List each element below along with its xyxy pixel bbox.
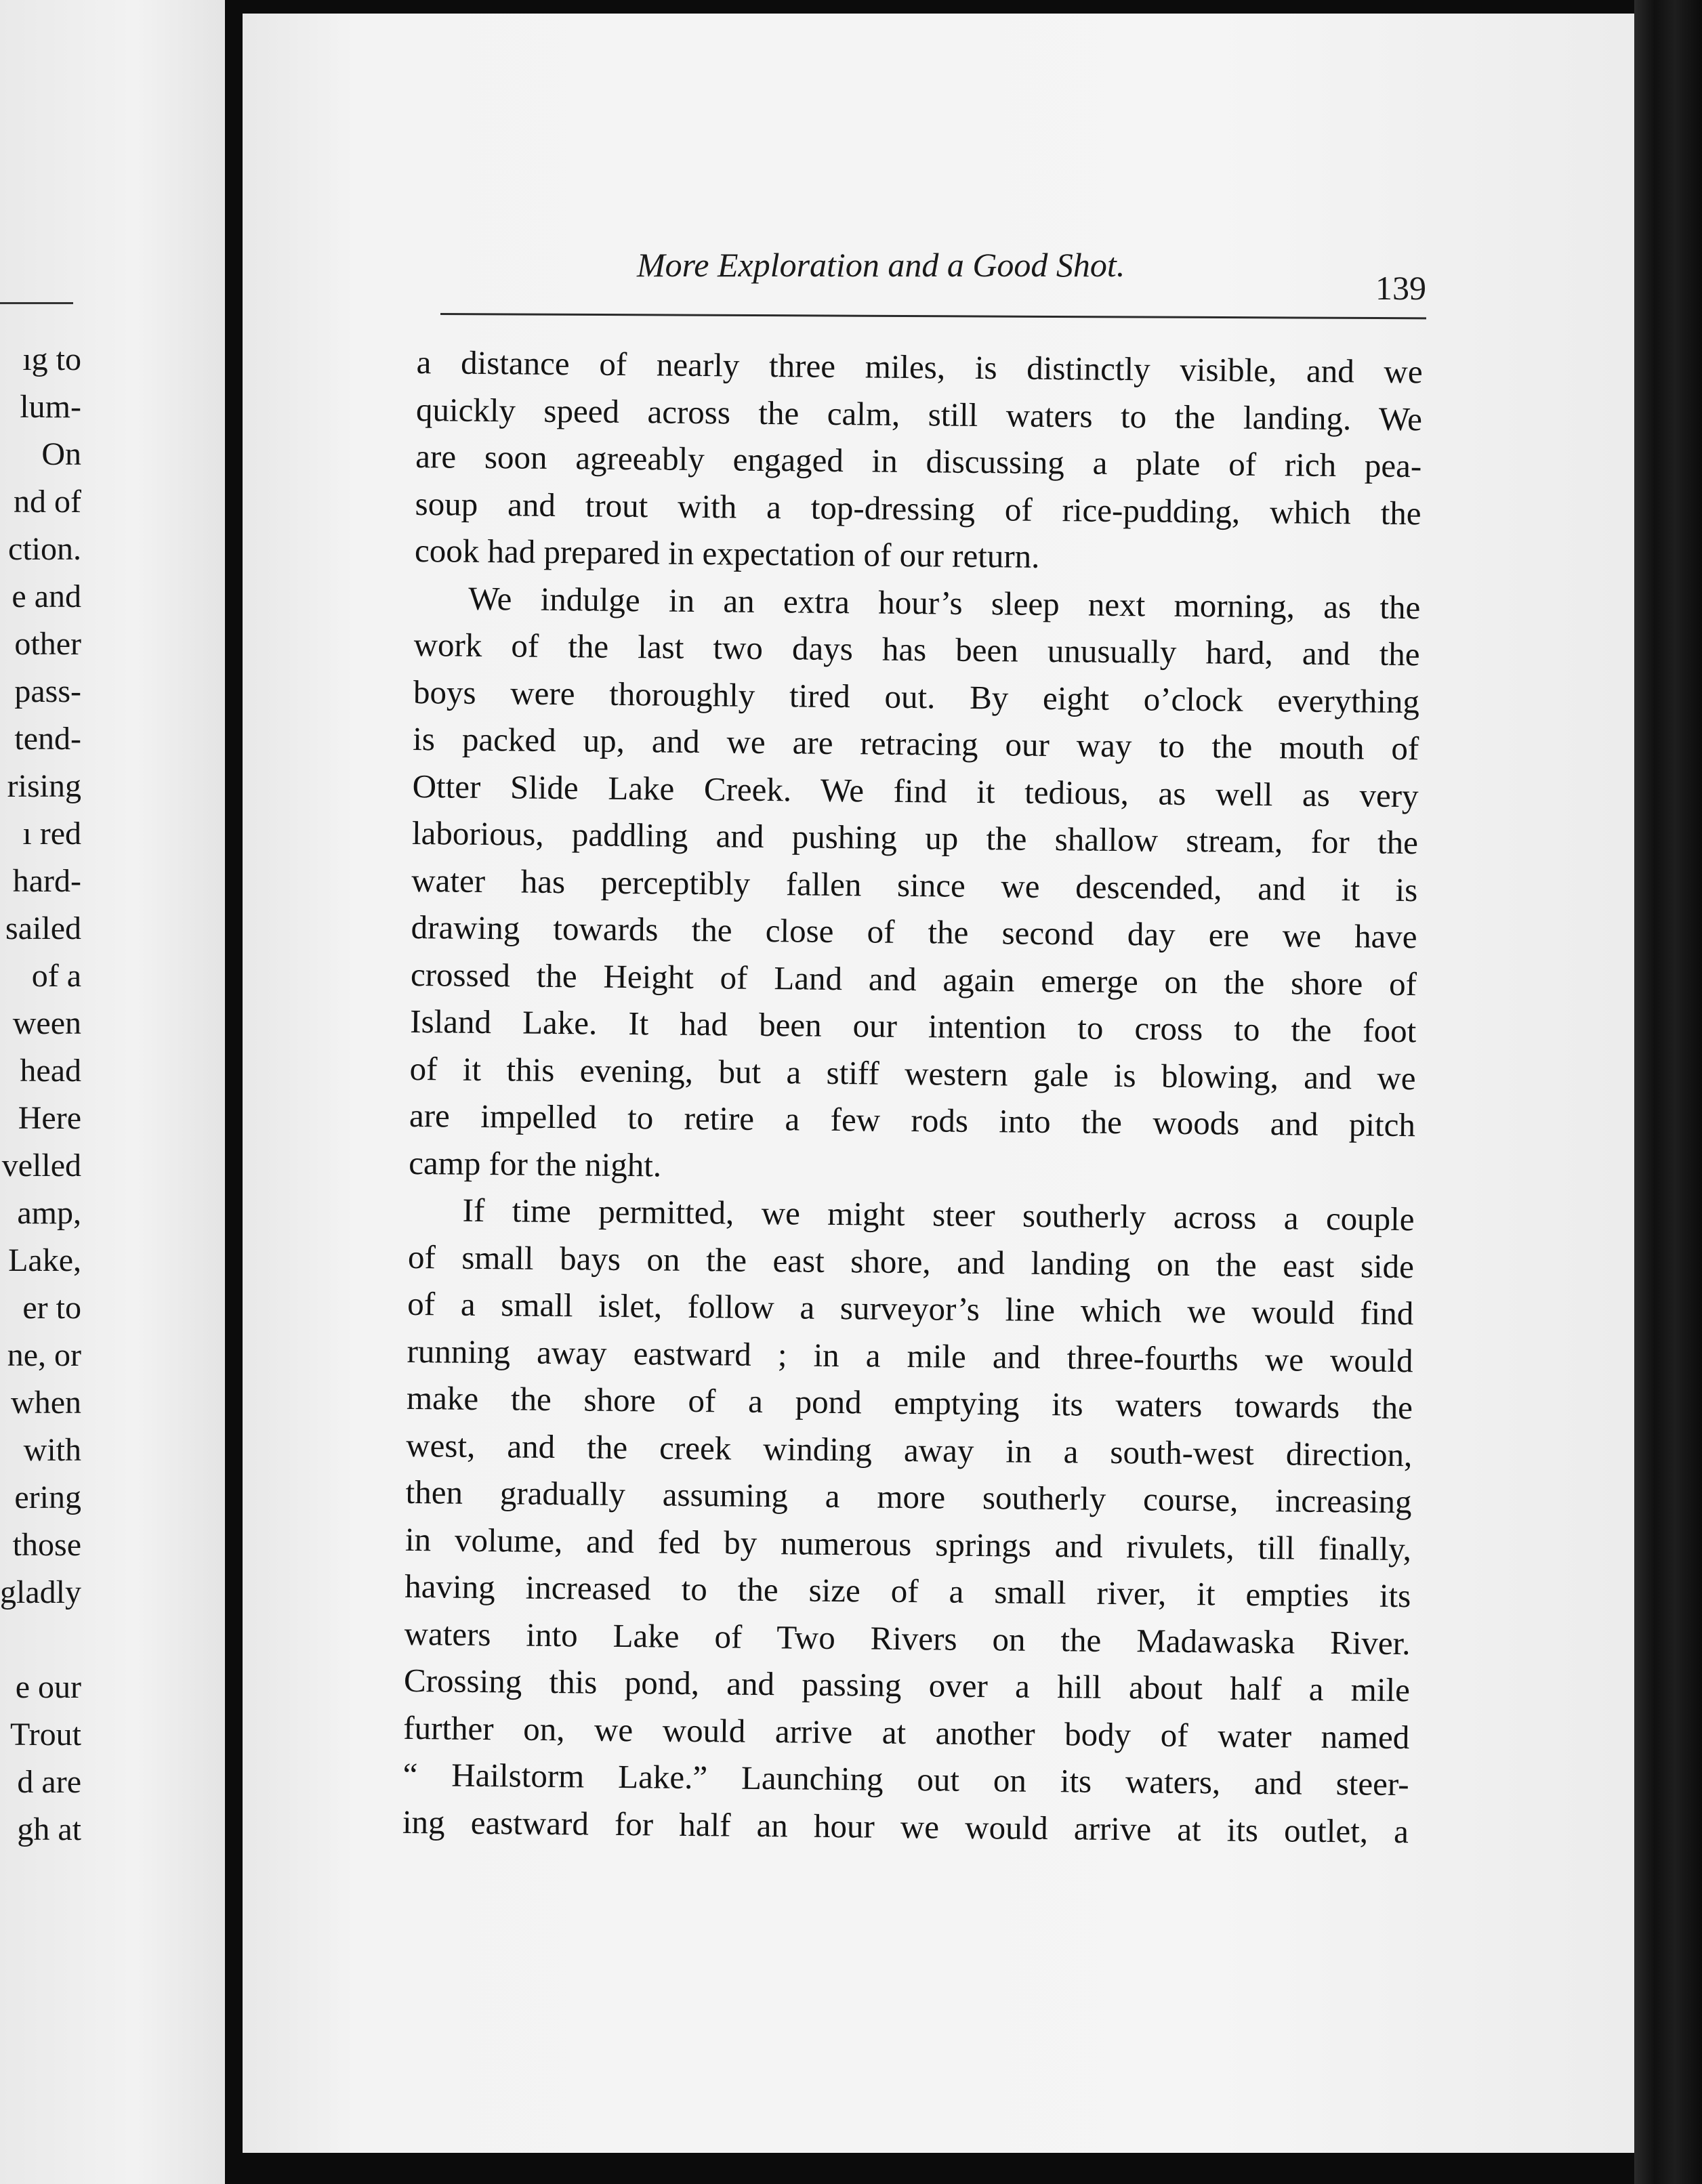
left-page-line xyxy=(0,1616,81,1664)
left-page-line: ween xyxy=(12,1005,81,1041)
left-page-line: other xyxy=(14,626,81,662)
paragraph-3 xyxy=(402,1186,1415,1855)
text-line: running away eastward ; in a mile and three-fourths we would xyxy=(407,1332,1413,1379)
left-page-line: sailed xyxy=(5,910,81,946)
text-line: We indulge in an extra hour’s sleep next morning, as the xyxy=(468,579,1421,626)
text-line: drawing towards the close of the second day ere we have xyxy=(411,908,1417,956)
left-page-line: ne, or xyxy=(7,1337,81,1373)
text-line: is packed up, and we are retracing our way to the mouth of xyxy=(413,719,1419,768)
text-line: quickly speed across the calm, still waters to the landing. We xyxy=(415,390,1423,438)
text-line: camp for the night. xyxy=(409,1143,662,1184)
left-page-line: ering xyxy=(14,1479,81,1515)
text-line: of it this evening, but a stiff western gale is blowing, and we xyxy=(409,1049,1416,1097)
text-line: If time permitted, we might steer southerly across a couple xyxy=(462,1191,1415,1238)
book-gutter xyxy=(225,0,243,2184)
left-page-line: those xyxy=(12,1527,81,1563)
text-line: are impelled to retire a few rods into the woods and pitch xyxy=(409,1096,1416,1144)
text-line: of a small islet, follow a surveyor’s line which we would find xyxy=(407,1284,1414,1332)
text-line: crossed the Height of Land and again emerge on the shore of xyxy=(410,955,1417,1003)
left-page-line: with xyxy=(23,1432,81,1468)
page-number: 139 xyxy=(1375,269,1426,307)
left-page-line: when xyxy=(11,1385,81,1421)
left-page-line: Lake, xyxy=(8,1242,81,1278)
text-line: a distance of nearly three miles, is distinctly visible, and we xyxy=(416,343,1423,391)
text-line: Island Lake. It had been our intention to cross to the foot xyxy=(410,1002,1417,1050)
text-line: Otter Slide Lake Creek. We find it tedious, as well as very xyxy=(412,767,1419,814)
text-line: cook had prepared in expectation of our return. xyxy=(414,531,1040,575)
text-line: “ Hailstorm Lake.” Launching out on its waters, and steer- xyxy=(402,1755,1409,1803)
left-page-line: pass- xyxy=(14,673,81,709)
running-head: More Exploration and a Good Shot. xyxy=(637,246,1125,284)
text-line: work of the last two days has been unusually hard, and the xyxy=(413,625,1420,673)
left-page-header-rule xyxy=(0,302,73,304)
text-line: of small bays on the east shore, and landing on the east side xyxy=(407,1238,1415,1285)
left-page-line: hard- xyxy=(12,863,81,899)
paragraph-2 xyxy=(409,574,1421,1196)
left-page-line: lum- xyxy=(20,389,81,425)
left-page-line: amp, xyxy=(17,1195,81,1231)
left-page-text-fragments xyxy=(0,336,81,1853)
text-line: west, and the creek winding away in a south-west direction, xyxy=(406,1426,1413,1473)
paragraph-1 xyxy=(415,339,1423,584)
left-page-line: nd of xyxy=(14,484,81,520)
left-page-line: On xyxy=(41,436,81,472)
left-page-line: head xyxy=(20,1053,81,1089)
left-page-line: Here xyxy=(18,1100,81,1136)
text-line: waters into Lake of Two Rivers on the Madawaska River. xyxy=(404,1614,1411,1662)
text-line: ing eastward for half an hour we would arrive at its outlet, a xyxy=(402,1803,1409,1850)
left-page-line: e and xyxy=(12,579,81,614)
text-line: water has perceptibly fallen since we descended, and it is xyxy=(411,861,1418,908)
left-page-line: velled xyxy=(1,1148,81,1183)
top-edge-shadow xyxy=(243,0,1702,14)
text-line: boys were thoroughly tired out. By eight o’clock everything xyxy=(413,673,1420,720)
body-text xyxy=(402,339,1423,1855)
left-page-line: e our xyxy=(15,1669,81,1705)
text-line: soup and trout with a top-dressing of rice-pudding, which the xyxy=(415,484,1421,532)
left-page-line: tend- xyxy=(14,721,81,757)
left-page-line: er to xyxy=(22,1290,81,1326)
left-page xyxy=(0,0,225,2184)
left-page-line: gh at xyxy=(17,1811,81,1847)
left-page-line: gladly xyxy=(0,1574,81,1610)
text-line: having increased to the size of a small river, it empties its xyxy=(404,1567,1411,1615)
text-line: then gradually assuming a more southerly course, increasing xyxy=(405,1473,1412,1521)
text-line: further on, we would arrive at another body of water named xyxy=(403,1708,1410,1756)
page-fore-edge xyxy=(1634,0,1702,2184)
left-page-line: rising xyxy=(7,768,81,804)
text-line: are soon agreeably engaged in discussing a plate of rich pea- xyxy=(415,437,1422,485)
left-page-line: Trout xyxy=(10,1717,81,1752)
text-line: Crossing this pond, and passing over a hill about half a mile xyxy=(403,1661,1411,1709)
left-page-line: ction. xyxy=(8,531,81,567)
left-page-line: of a xyxy=(31,958,81,994)
text-line: make the shore of a pond emptying its waters towards the xyxy=(406,1379,1413,1427)
text-line: laborious, paddling and pushing up the shallow stream, for the xyxy=(411,814,1419,862)
left-page-line: ı red xyxy=(22,816,81,852)
left-page-line: ıg to xyxy=(22,341,81,377)
text-line: in volume, and fed by numerous springs and rivulets, till finally, xyxy=(404,1520,1412,1568)
left-page-line: d are xyxy=(17,1764,81,1800)
bottom-edge-shadow xyxy=(243,2153,1702,2184)
